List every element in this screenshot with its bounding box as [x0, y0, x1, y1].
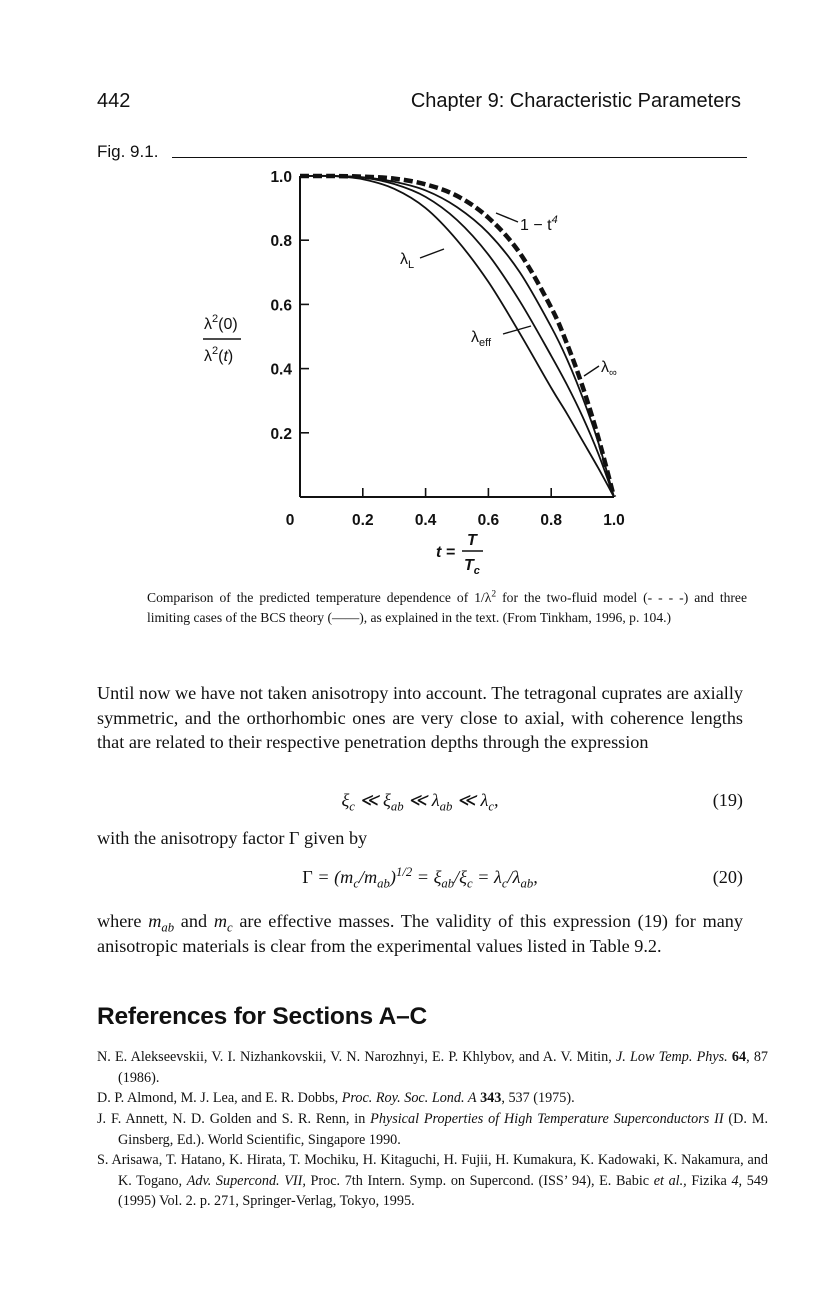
- equation-19-number: (19): [712, 790, 743, 810]
- series-line: [300, 176, 614, 497]
- figure-caption: Comparison of the predicted temperature dependence of $1/\lambda^2$ for the two-fluid model (- - - -) and three limiting cases of the BCS theory (——), as explained in the text. (From Tinkham, 1996, p. 104.): [147, 589, 748, 625]
- y-tick-label: 0.8: [270, 233, 292, 251]
- y-tick-label: 0.6: [270, 297, 292, 315]
- curve-annotation: $\lambda_{eff}$: [471, 329, 492, 349]
- x-tick-label: 0: [285, 512, 295, 529]
- y-tick-label: 0.2: [270, 425, 292, 443]
- equation-20-body: $\Gamma = (m_c/m_{ab})^{1/2} = \xi_{ab}/\xi_c = \lambda_c/\lambda_{ab}$,: [302, 864, 538, 891]
- x-tick-label: 1.0: [603, 512, 625, 529]
- equation-19-body: $\xi_c$ ≪ $\xi_{ab}$ ≪ $\lambda_{ab}$ ≪ $\lambda_c$,: [341, 790, 499, 814]
- y-axis-label-numerator: $\lambda^2(0)$: [204, 313, 238, 333]
- annotation-leader: [496, 213, 518, 222]
- reference-item: N. E. Alekseevskii, V. I. Nizhankovskii, V. N. Narozhnyi, E. P. Khlybov, and A. V. Mitin, J. Low Temp. Phys. 64, 87 (1986).: [97, 1049, 769, 1086]
- page-number: 442: [97, 90, 131, 112]
- x-tick-label: 0.4: [414, 512, 437, 529]
- caption-part-b: for the two-fluid model (- - - -) and three limiting cases of the BCS theory (——), as explained in the text. (From Tinkham, 1996, p. 104.): [147, 590, 748, 625]
- axis-layer: [300, 176, 614, 497]
- x-tick-label: 0.8: [540, 512, 562, 529]
- plot-layer: [300, 176, 614, 497]
- reference-item: D. P. Almond, M. J. Lea, and E. R. Dobbs, Proc. Roy. Soc. Lond. A 343, 537 (1975).: [97, 1090, 575, 1106]
- figure-label: Fig. 9.1.: [97, 142, 159, 161]
- x-tick-label: 0.2: [352, 512, 374, 529]
- paragraph-effective-masses: where $m_{ab}$ and $m_c$ are effective masses. The validity of this expression (19) for many anisotropic materials is clear from the experimental values listed in Table 9.2.: [97, 911, 743, 956]
- equation-20-number: (20): [712, 867, 743, 887]
- running-head: Chapter 9: Characteristic Parameters: [410, 90, 741, 112]
- annotation-leader: [420, 249, 444, 258]
- equation-19: [97, 790, 743, 816]
- caption-part-a: Comparison of the predicted temperature dependence of 1/λ: [147, 590, 492, 605]
- paragraph-anisotropy-factor: with the anisotropy factor Γ given by: [97, 828, 368, 848]
- y-tick-label: 0.4: [270, 361, 292, 379]
- annotation-leader: [584, 366, 599, 376]
- x-axis-label-t: t =: [436, 544, 456, 561]
- figure-chart: [0, 0, 835, 585]
- equation-20: [97, 864, 743, 893]
- series-line: [300, 176, 614, 497]
- x-axis-label-denominator: $T_c$: [464, 557, 480, 577]
- y-axis-label-denominator: $\lambda^2(t)$: [204, 345, 234, 365]
- series-line: [300, 176, 614, 497]
- curve-annotation: $\lambda_\infty$: [601, 359, 617, 379]
- references-heading: References for Sections A–C: [97, 1003, 428, 1030]
- x-tick-label: 0.6: [477, 512, 500, 529]
- paragraph-anisotropy: Until now we have not taken anisotropy into account. The tetragonal cuprates are axially symmetric, and the orthorhombic ones are very close to axial, with coherence lengths that are related to their respective penetration depths through the expression: [97, 683, 743, 752]
- series-line: [300, 176, 614, 497]
- reference-item: J. F. Annett, N. D. Golden and S. R. Renn, in Physical Properties of High Temperature Superconductors II (D. M. Ginsberg, Ed.). World Scientific, Singapore 1990.: [97, 1111, 768, 1148]
- reference-item: S. Arisawa, T. Hatano, K. Hirata, T. Mochiku, H. Kitaguchi, H. Fujii, H. Kumakura, K. Kadowaki, K. Nakamura, and K. Togano, Adv. Supercond. VII, Proc. 7th Intern. Symp. on Supercond. (ISS’ 94), E. Babic et al., Fizika 4, 549 (1995) Vol. 2. p. 271, Springer-Verlag, Tokyo, 1995.: [97, 1152, 769, 1209]
- curve-annotation: $\lambda_L$: [400, 251, 415, 271]
- curve-annotation: $1 - t^4$: [520, 214, 558, 234]
- y-tick-label: 1.0: [270, 169, 292, 186]
- x-axis-label-numerator: T: [467, 532, 477, 549]
